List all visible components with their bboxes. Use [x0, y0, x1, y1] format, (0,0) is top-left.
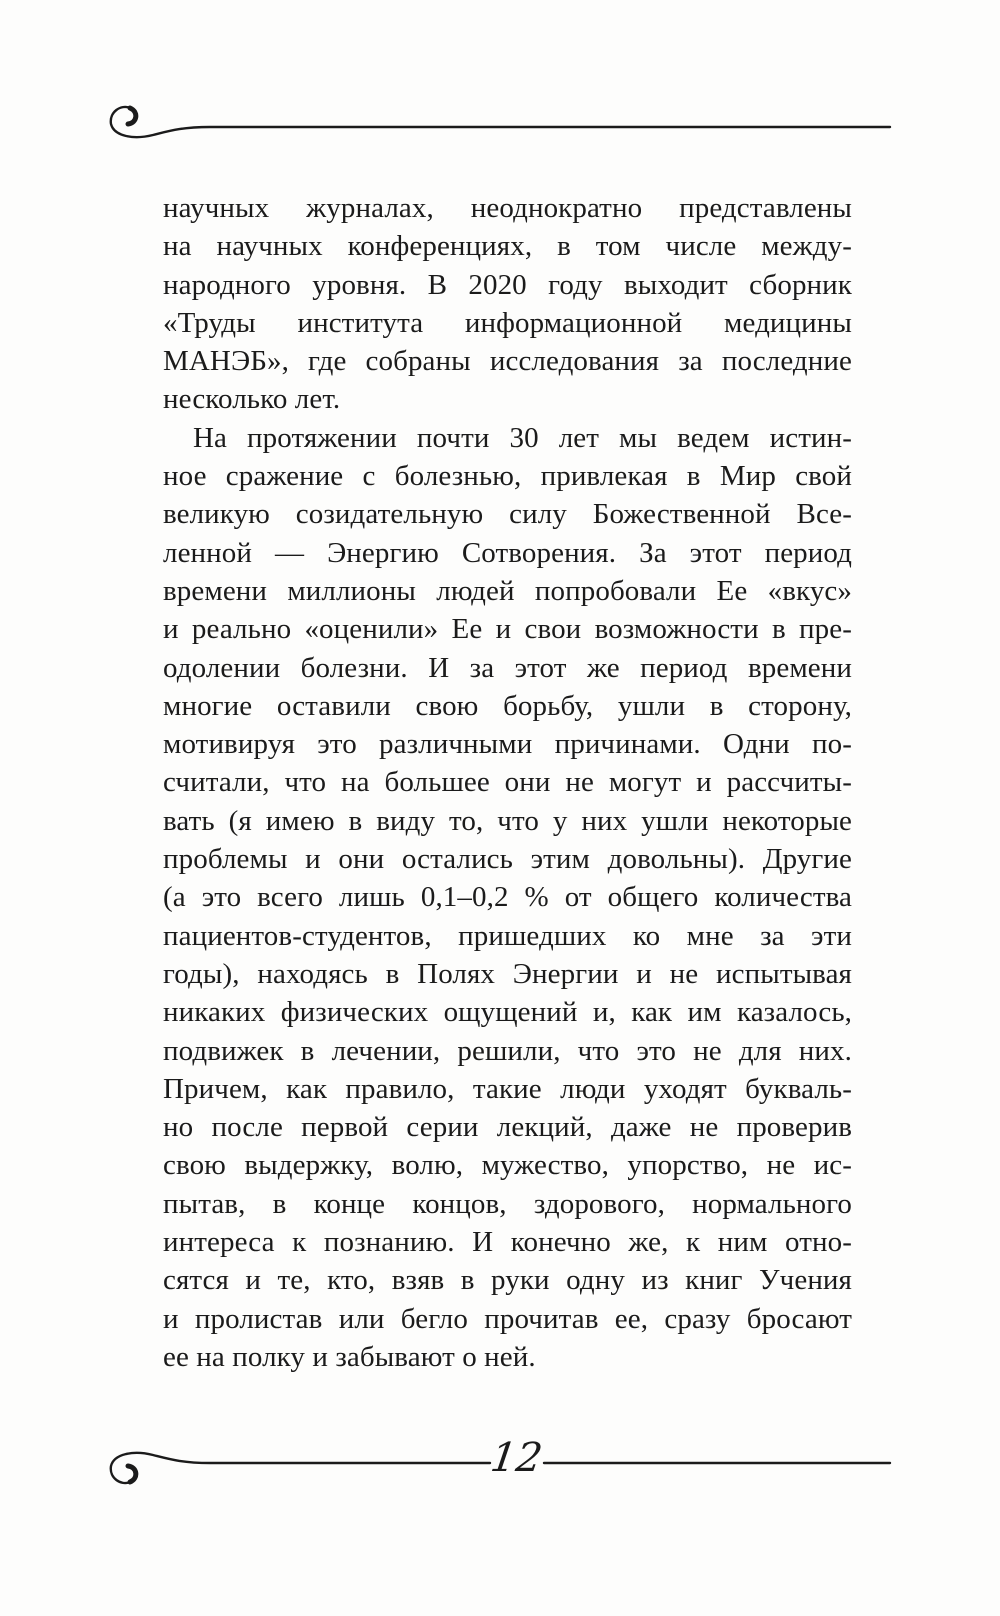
text-line: великую созидательную силу Божественной Все- [163, 498, 852, 531]
text-line: подвижек в лечении, решили, что это не для них. [163, 1034, 852, 1067]
text-line: одолении болезни. И за этот же период времени [163, 651, 852, 684]
flourish-curl-accent [128, 1466, 136, 1482]
text-line: пациентов-студентов, пришедших ко мне за эти [163, 919, 852, 952]
text-line: «Труды института информационной медицины [163, 306, 852, 339]
text-line: никаких физических ощущений и, как им казалось, [163, 996, 852, 1029]
text-line: ее на полку и забывают о ней. [163, 1340, 536, 1373]
text-line: свою выдержку, волю, мужество, упорство, не ис- [163, 1149, 852, 1182]
flourish-curl-accent [128, 108, 136, 124]
text-line: ное сражение с болезнью, привлекая в Мир свой [163, 460, 852, 493]
text-line: вать (я имею в виду то, что у них ушли некоторые [163, 804, 852, 837]
flourish-line-left [111, 1453, 490, 1483]
text-block [163, 189, 852, 1376]
text-line: На протяжении почти 30 лет мы ведем истин- [193, 421, 852, 454]
text-line: несколько лет. [163, 383, 341, 416]
text-line: мотивируя это различными причинами. Одни по- [163, 728, 852, 761]
text-line: сятся и те, кто, взяв в руки одну из книг Учения [163, 1264, 852, 1297]
text-line: но после первой серии лекций, даже не проверив [163, 1111, 852, 1144]
text-line: проблемы и они остались этим довольны). Другие [163, 843, 852, 876]
text-line: на научных конференциях, в том числе между- [163, 230, 852, 263]
text-line: научных журналах, неоднократно представлены [163, 192, 852, 224]
page-number: 12 [487, 1435, 546, 1481]
text-line: ленной — Энергию Сотворения. За этот период [163, 536, 852, 569]
text-line: (а это всего лишь 0,1–0,2 % от общего количества [163, 881, 852, 914]
text-line: многие оставили свою борьбу, ушли в сторону, [163, 689, 852, 722]
text-line: считали, что на большее они не могут и рассчиты- [163, 766, 852, 799]
flourish-line [111, 107, 890, 137]
text-line: Причем, как правило, такие люди уходят букваль- [163, 1072, 852, 1105]
text-line: МАНЭБ», где собраны исследования за последние [163, 345, 852, 378]
text-line: и пролистав или бегло прочитав ее, сразу бросают [163, 1302, 852, 1335]
text-line: годы), находясь в Полях Энергии и не испытывая [163, 957, 852, 990]
text-line: интереса к познанию. И конечно же, к ним отно- [163, 1226, 852, 1259]
text-line: и реально «оценили» Ее и свои возможности в пре- [163, 613, 852, 646]
paragraph [163, 419, 852, 1376]
top-flourish-rule [0, 100, 1000, 160]
text-line: пытав, в конце концов, здорового, нормального [163, 1187, 852, 1220]
text-line: времени миллионы людей попробовали Ее «вкус» [163, 574, 852, 607]
paragraph [163, 189, 852, 419]
text-line: народного уровня. В 2020 году выходит сборник [163, 268, 852, 301]
